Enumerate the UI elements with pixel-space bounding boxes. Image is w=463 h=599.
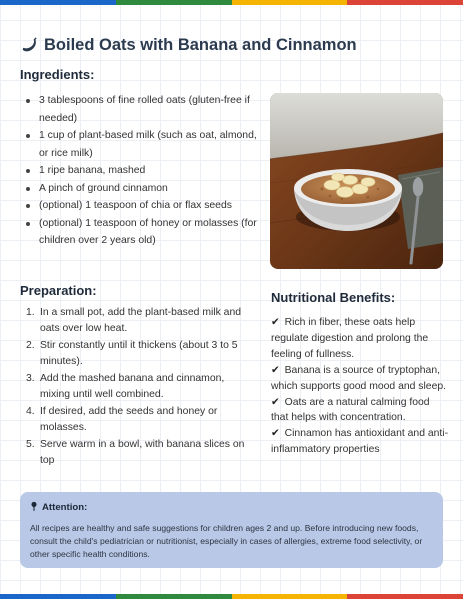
ingredient-item: (optional) 1 teaspoon of chia or flax seeds (26, 197, 258, 215)
stripe-red (347, 0, 463, 5)
step-item (26, 305, 252, 337)
stripe-green (116, 594, 232, 599)
pin-icon (30, 501, 38, 514)
stripe-blue (0, 0, 116, 5)
benefit-text: Cinnamon has antioxidant and anti-inflammatory properties (271, 428, 449, 456)
step-number: 5. (26, 439, 35, 450)
step-number: 2. (26, 340, 35, 351)
attention-title (30, 501, 433, 514)
checkmark-icon: ✔ (271, 428, 280, 440)
benefits-list (271, 315, 449, 458)
stripe-yellow (232, 0, 348, 5)
recipe-title (20, 36, 357, 55)
benefit-text: Oats are a natural calming food that helps with concentration. (271, 396, 430, 424)
bottom-color-stripe (0, 594, 463, 599)
step-number: 4. (26, 406, 35, 417)
step-number: 1. (26, 307, 35, 318)
ingredient-item: A pinch of ground cinnamon (26, 180, 258, 198)
ingredient-item: (optional) 1 teaspoon of honey or molasses (for children over 2 years old) (26, 215, 258, 250)
preparation-heading: Preparation: (20, 283, 97, 298)
benefit-item (271, 363, 449, 395)
step-text: Add the mashed banana and cinnamon, mixing until well combined. (40, 373, 225, 400)
benefit-text: Rich in fiber, these oats help regulate digestion and prolong the feeling of fullness. (271, 317, 429, 360)
preparation-steps (26, 305, 252, 470)
stripe-yellow (232, 594, 348, 599)
oatmeal-bowl-photo (270, 93, 443, 269)
attention-box (20, 492, 443, 568)
ingredient-item: 1 cup of plant-based milk (such as oat, almond, or rice milk) (26, 127, 258, 162)
checkmark-icon: ✔ (271, 396, 280, 408)
stripe-blue (0, 594, 116, 599)
ingredients-heading: Ingredients: (20, 67, 95, 82)
checkmark-icon: ✔ (271, 364, 280, 376)
benefit-item (271, 426, 449, 458)
step-item (26, 404, 252, 436)
stripe-green (116, 0, 232, 5)
ingredient-item: 1 ripe banana, mashed (26, 162, 258, 180)
top-color-stripe (0, 0, 463, 5)
banana-icon (20, 37, 38, 55)
checkmark-icon: ✔ (271, 317, 280, 328)
stripe-red (347, 594, 463, 599)
ingredient-item: 3 tablespoons of fine rolled oats (gluten-free if needed) (26, 92, 258, 127)
step-text: Serve warm in a bowl, with banana slices on top (40, 439, 245, 466)
benefit-item (271, 395, 449, 427)
step-text: If desired, add the seeds and honey or molasses. (40, 406, 218, 433)
benefits-heading: Nutritional Benefits: (271, 290, 396, 305)
step-item (26, 437, 252, 469)
step-item (26, 338, 252, 370)
step-item (26, 371, 252, 403)
benefit-item (271, 315, 449, 363)
step-number: 3. (26, 373, 35, 384)
benefit-text: Banana is a source of tryptophan, which supports good mood and sleep. (271, 364, 447, 392)
ingredients-list (26, 92, 258, 250)
step-text: In a small pot, add the plant-based milk and oats over low heat. (40, 307, 242, 334)
recipe-title-text: Boiled Oats with Banana and Cinnamon (44, 36, 357, 54)
step-text: Stir constantly until it thickens (about 3 to 5 minutes). (40, 340, 238, 367)
attention-title-text: Attention: (42, 502, 88, 513)
attention-body: All recipes are healthy and safe suggestions for children ages 2 and up. Before introducing new foods, consult the child's pediatrician or nutritionist, especially in cases of allergies, extreme food selectivity, or other specific health conditions. (30, 523, 423, 559)
